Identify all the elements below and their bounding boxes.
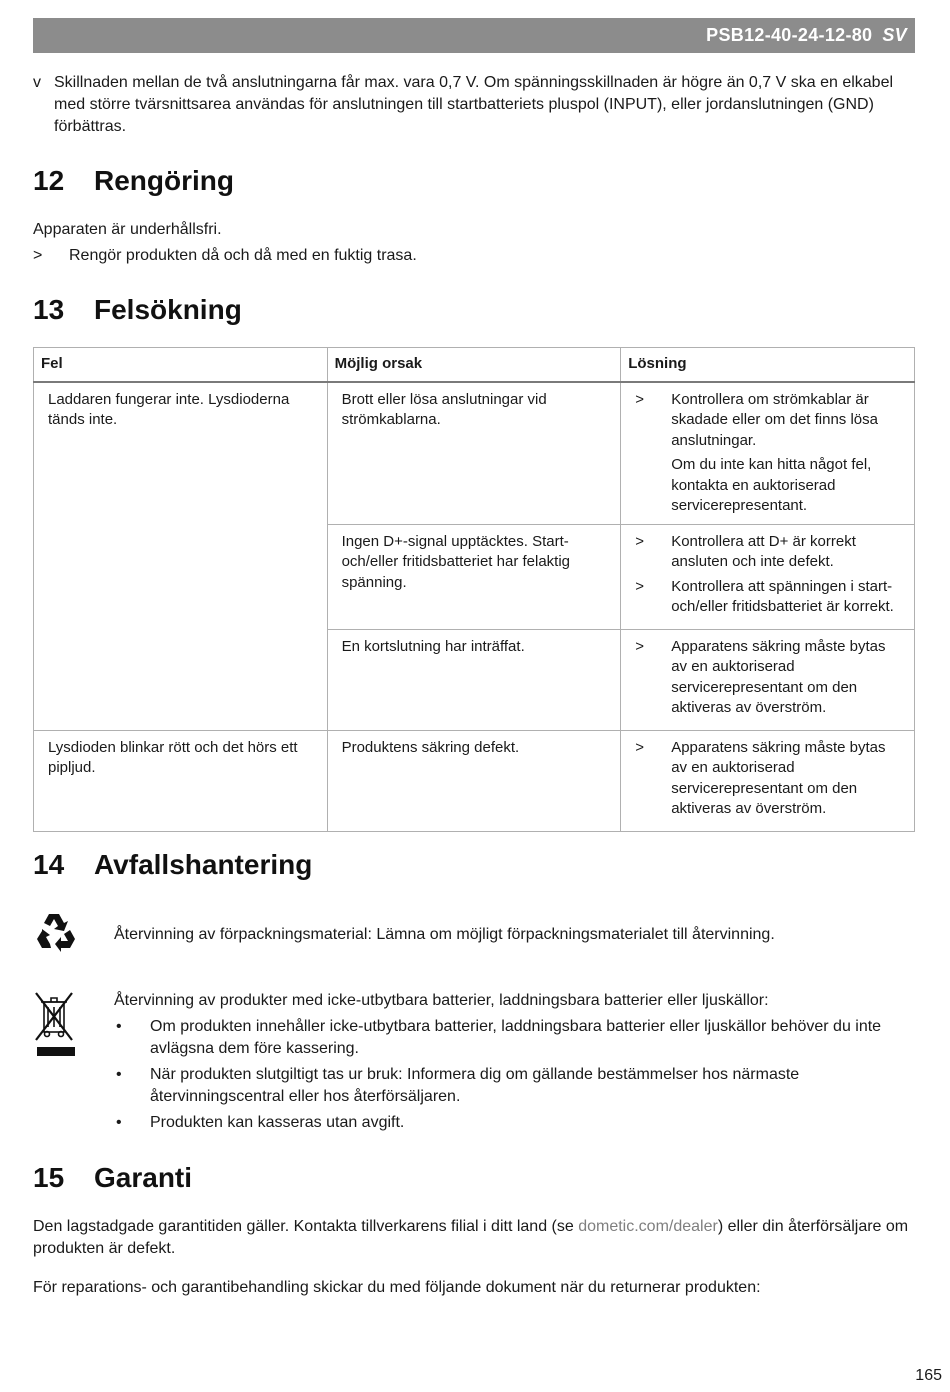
page-number: 165 <box>915 1367 942 1384</box>
cleaning-instruction <box>33 245 915 267</box>
maintenance-text: Apparaten är underhållsfri. <box>33 221 222 238</box>
list-item-text: Produkten kan kasseras utan avgift. <box>150 1114 405 1131</box>
section-heading-garanti <box>33 1162 192 1194</box>
step-marker: > <box>635 738 644 756</box>
step-marker: > <box>635 532 644 550</box>
solution-cell <box>621 382 915 525</box>
table-row <box>34 730 915 831</box>
solution-text: Kontrollera om strömkablar är skadade eller om det finns lösa anslutningar. <box>671 390 878 449</box>
solution-step <box>635 390 900 452</box>
product-recycling-block <box>114 990 915 1134</box>
section-heading-felsokning <box>33 294 242 326</box>
solution-text: Kontrollera att D+ är korrekt ansluten och inte defekt. <box>671 532 856 570</box>
page-header-bar <box>33 18 915 53</box>
solution-text: Apparatens säkring måste bytas av en auktoriserad servicerepresentant om den aktiveras av överström. <box>671 738 886 817</box>
section-number: 14 <box>33 849 65 880</box>
warranty-text <box>33 1216 915 1260</box>
column-header-fault: Fel <box>34 348 328 382</box>
column-header-solution: Lösning <box>621 348 915 382</box>
list-item-text: När produkten slutgiltigt tas ur bruk: Informera dig om gällande bestämmelser hos närmaste återvinningscentral eller hos återförsäljaren. <box>150 1066 800 1105</box>
cleaning-text: Rengör produkten då och då med en fuktig trasa. <box>69 247 417 264</box>
solution-cell <box>621 524 915 629</box>
cause-cell: Brott eller lösa anslutningar vid strömkablarna. <box>327 382 621 525</box>
dealer-link[interactable]: dometic.com/dealer <box>578 1218 718 1235</box>
crossed-out-bin-icon <box>33 990 77 1065</box>
cause-cell: En kortslutning har inträffat. <box>327 629 621 730</box>
warranty-text-part1: Den lagstadgade garantitiden gäller. Kontakta tillverkarens filial i ditt land (se <box>33 1218 579 1235</box>
section-number: 15 <box>33 1162 65 1193</box>
list-item <box>114 1016 915 1060</box>
column-header-cause: Möjlig orsak <box>327 348 621 382</box>
section-title: Avfallshantering <box>94 849 313 880</box>
section-number: 12 <box>33 165 65 196</box>
bullet-dot: • <box>116 1018 122 1035</box>
intro-text: Skillnaden mellan de två anslutningarna får max. vara 0,7 V. Om spänningsskillnaden är högre än 0,7 V ska en elkabel med större tvärsnittsarea användas för anslutningen till startbatteriets pluspol (INPUT), eller jordanslutningen (GND) förbättras. <box>54 74 894 135</box>
solution-step <box>635 577 900 618</box>
solution-step <box>635 637 900 719</box>
packaging-recycling-text: Återvinning av förpackningsmaterial: Lämna om möjligt förpackningsmaterialet till återvinning. <box>114 926 775 943</box>
list-item <box>114 1064 915 1108</box>
return-documents-text: För reparations- och garantibehandling skickar du med följande dokument när du returnerar produkten: <box>33 1279 761 1296</box>
product-recycling-intro: Återvinning av produkter med icke-utbytbara batterier, laddningsbara batterier eller ljuskällor: <box>114 992 769 1009</box>
cause-cell: Ingen D+-signal upptäcktes. Start- och/eller fritidsbatteriet har felaktig spänning. <box>327 524 621 629</box>
step-marker: > <box>635 577 644 595</box>
solution-note: Om du inte kan hitta något fel, kontakta en auktoriserad servicerepresentant. <box>671 456 872 514</box>
section-title: Felsökning <box>94 294 242 325</box>
step-marker: > <box>635 637 644 655</box>
section-heading-avfallshantering <box>33 849 312 881</box>
solution-cell <box>621 730 915 831</box>
table-header-row <box>34 348 915 382</box>
list-item-text: Om produkten innehåller icke-utbytbara batterier, laddningsbara batterier eller ljuskällor behöver du inte avlägsna dem före kassering. <box>150 1018 882 1057</box>
solution-step <box>635 532 900 573</box>
section-title: Garanti <box>94 1162 193 1193</box>
fault-cell: Laddaren fungerar inte. Lysdioderna tänds inte. <box>34 382 328 731</box>
solution-cell <box>621 629 915 730</box>
section-title: Rengöring <box>94 165 234 196</box>
cause-cell: Produktens säkring defekt. <box>327 730 621 831</box>
step-marker: > <box>635 390 644 408</box>
bullet-dot: • <box>116 1114 122 1131</box>
check-marker: v <box>33 74 41 91</box>
language-code: SV <box>882 25 907 45</box>
section-number: 13 <box>33 294 65 325</box>
section-heading-rengoring <box>33 165 234 197</box>
solution-step <box>635 738 900 820</box>
model-number: PSB12-40-24-12-80 <box>706 25 873 45</box>
fault-cell: Lysdioden blinkar rött och det hörs ett pipljud. <box>34 730 328 831</box>
warranty-text-part2: ) eller din återförsäljare om produkten är defekt. <box>33 1218 909 1257</box>
header-title <box>706 24 907 46</box>
troubleshooting-table <box>33 347 915 832</box>
intro-note <box>33 72 915 138</box>
bullet-dot: • <box>116 1066 122 1083</box>
solution-text: Kontrollera att spänningen i start- och/eller fritidsbatteriet är korrekt. <box>671 577 894 615</box>
solution-text: Apparatens säkring måste bytas av en auktoriserad servicerepresentant om den aktiveras av överström. <box>671 637 886 716</box>
recycle-icon <box>33 910 79 963</box>
list-item <box>114 1112 915 1134</box>
table-row <box>34 382 915 525</box>
bullet-marker: > <box>33 247 43 264</box>
